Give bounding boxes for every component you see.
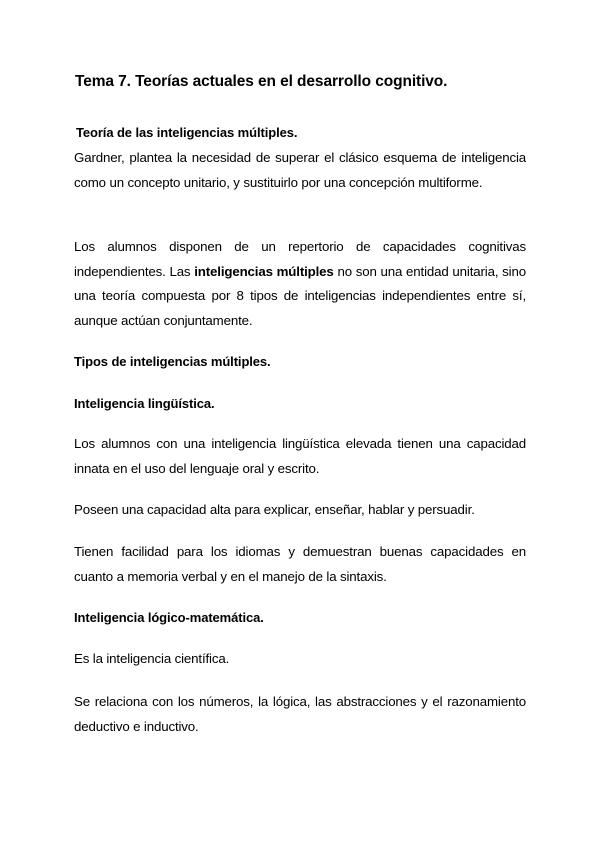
paragraph-logica-2: Se relaciona con los números, la lógica, las abstracciones y el razonamiento deductivo e inductivo.: [74, 694, 526, 734]
heading-linguistica: Inteligencia lingüística.: [74, 396, 215, 411]
paragraph-text: no son una entidad unitaria, sino una teoría compuesta por 8 tipos de inteligencias independientes entre sí, aunque actúan conjuntamente.: [74, 263, 526, 328]
types-heading: Tipos de inteligencias múltiples.: [74, 354, 271, 369]
page-title: Tema 7. Teorías actuales en el desarrollo cognitivo.: [75, 73, 448, 90]
paragraph-linguistica-3: Tienen facilidad para los idiomas y demuestran buenas capacidades en cuanto a memoria verbal y en el manejo de la sintaxis.: [74, 544, 526, 584]
paragraph-text: Los alumnos disponen de un repertorio de capacidades cognitivas independientes. Las: [74, 239, 526, 279]
heading-logico-matematica: Inteligencia lógico-matemática.: [74, 610, 264, 625]
paragraph-linguistica-1: Los alumnos con una inteligencia lingüística elevada tienen una capacidad innata en el uso del lenguaje oral y escrito.: [74, 436, 526, 476]
bold-term: inteligencias múltiples: [194, 263, 334, 279]
paragraph-logica-1: Es la inteligencia científica.: [74, 651, 230, 666]
section-heading: Teoría de las inteligencias múltiples.: [76, 125, 298, 140]
paragraph-linguistica-2: Poseen una capacidad alta para explicar, enseñar, hablar y persuadir.: [74, 502, 475, 517]
paragraph-gardner: Gardner, plantea la necesidad de superar el clásico esquema de inteligencia como un concepto unitario, y sustituirlo por una concepción multiforme.: [74, 150, 526, 190]
paragraph-repertorio: [74, 235, 526, 333]
